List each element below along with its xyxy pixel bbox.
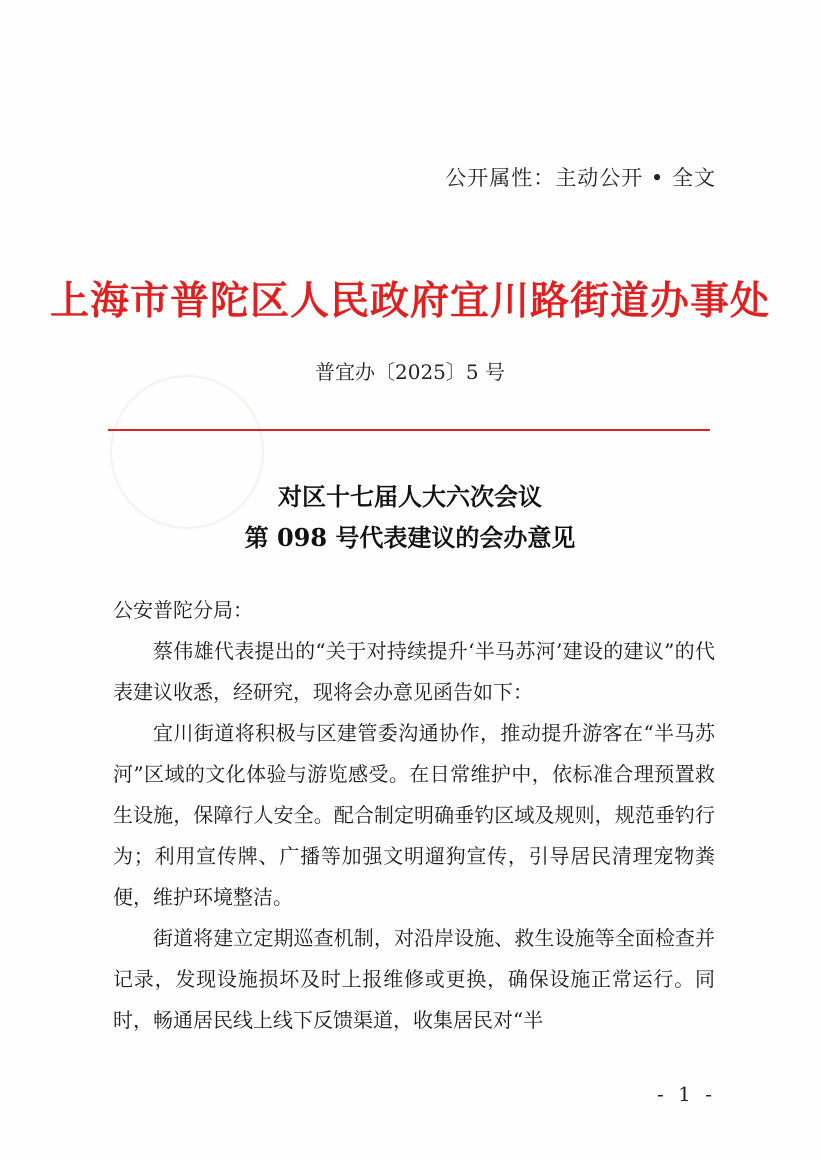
- paragraph-2: 宜川街道将积极与区建管委沟通协作，推动提升游客在“半马苏河”区域的文化体验与游览感受。在日常维护中，依标准合理预置救生设施，保障行人安全。配合制定明确垂钓区域及规则，规范垂钓行为；利用宣传牌、广播等加强文明遛狗宣传，引导居民清理宠物粪便，维护环境整洁。: [113, 721, 715, 909]
- document-title: [0, 476, 820, 558]
- red-divider-line: [108, 429, 710, 431]
- agency-letterhead: 上海市普陀区人民政府宜川路街道办事处: [49, 278, 770, 324]
- disclosure-label: 公开属性：主动公开 • 全文: [445, 166, 716, 190]
- title-line-2: 第 098 号代表建议的会办意见: [244, 523, 576, 552]
- document-body: [113, 590, 715, 1041]
- paragraph-1: 蔡伟雄代表提出的“关于对持续提升‘半马苏河’建设的建议”的代表建议收悉，经研究，现将会办意见函告如下：: [113, 639, 715, 704]
- document-number: 普宜办〔2025〕5 号: [315, 360, 505, 384]
- page-number: - 1 -: [657, 1082, 716, 1106]
- salutation: 公安普陀分局：: [113, 598, 253, 622]
- title-line-1: 对区十七届人大六次会议: [278, 482, 542, 511]
- paragraph-3: 街道将建立定期巡查机制，对沿岸设施、救生设施等全面检查并记录，发现设施损坏及时上报维修或更换，确保设施正常运行。同时，畅通居民线上线下反馈渠道，收集居民对“半: [113, 926, 715, 1032]
